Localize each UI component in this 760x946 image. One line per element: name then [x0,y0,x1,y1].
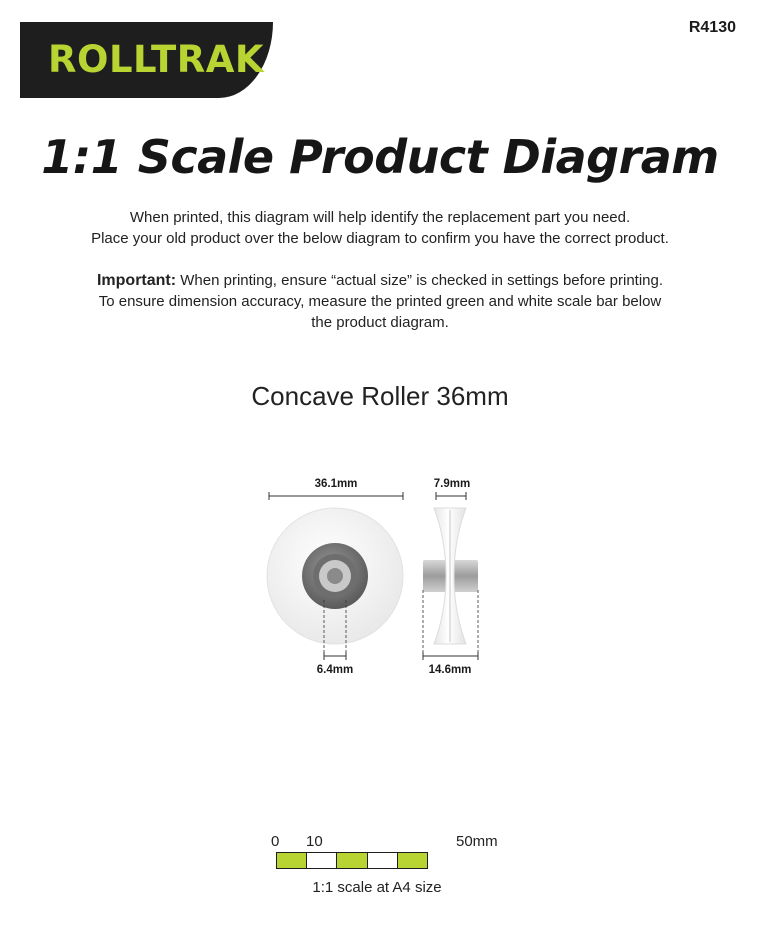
overall-width-label: 14.6mm [428,664,472,676]
important-line-3: the product diagram. [311,314,449,331]
scale-segment-4 [367,853,398,868]
scale-segment-5 [398,853,427,868]
scale-segment-3 [337,853,366,868]
bore-label: 6.4mm [316,664,354,676]
bearing-bore [327,568,343,584]
product-name: Concave Roller 36mm [251,381,509,411]
important-label: Important: [96,272,177,289]
intro-line-1: When printed, this diagram will help identify the replacement part you need. [129,209,631,226]
page-title: 1:1 Scale Product Diagram [41,130,719,184]
important-line-1 [0,270,760,291]
side-view [423,492,478,660]
scale-bar [276,852,428,869]
scale-tick-0: 0 [271,833,280,850]
scale-segment-2 [306,853,337,868]
scale-segment-1 [277,853,306,868]
important-line-1-text: When printing, ensure “actual size” is checked in settings before printing. [176,272,664,289]
brand-logo: ROLLTRAK [48,38,265,81]
important-line-2: To ensure dimension accuracy, measure the printed green and white scale bar below [98,293,662,310]
intro-text [0,207,760,249]
scale-tick-50: 50mm [456,833,498,850]
width-label: 7.9mm [433,478,471,490]
front-view [267,492,403,660]
product-diagram [250,470,500,685]
scale-tick-10: 10 [306,833,323,850]
scale-caption: 1:1 scale at A4 size [312,879,442,896]
important-text [0,270,760,333]
product-code: R4130 [688,19,736,36]
diameter-label: 36.1mm [314,478,358,490]
intro-line-2: Place your old product over the below diagram to confirm you have the correct product. [91,230,669,247]
